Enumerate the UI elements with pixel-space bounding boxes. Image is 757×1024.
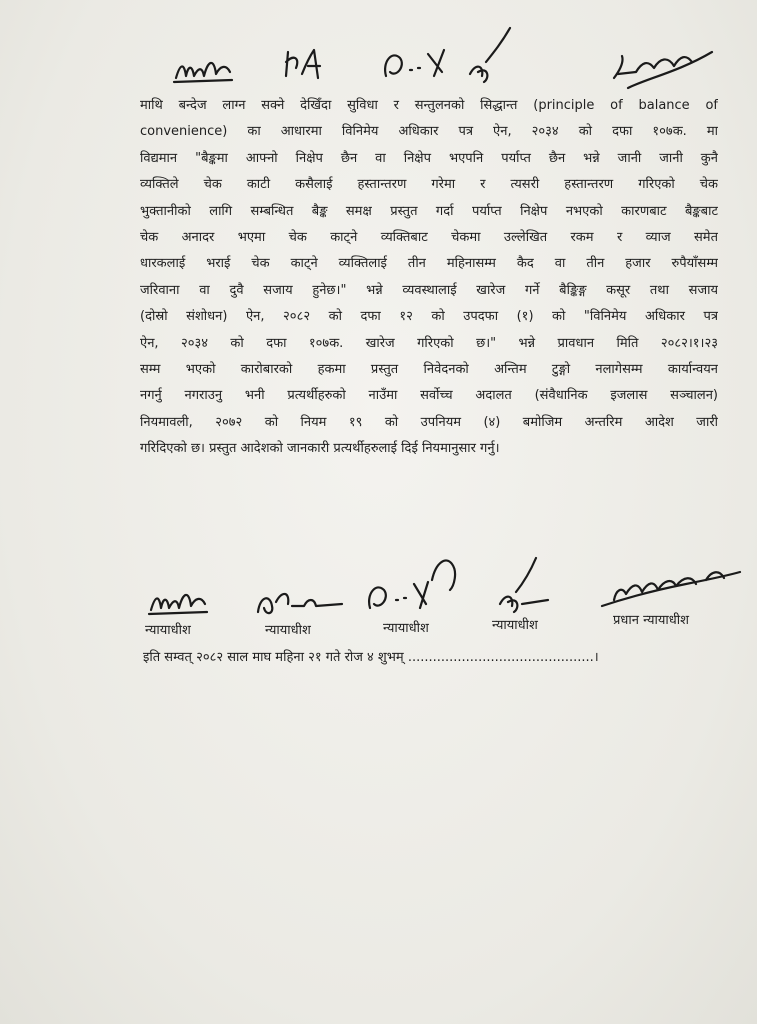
signatory-title: न्यायाधीश — [265, 623, 311, 638]
chief-justice-signature — [596, 562, 746, 614]
body-line: ऐन, २०३४ को दफा १०७क. खारेज गरिएको छ।" भन्ने प्रावधान मिति २०८२।१।२३ — [140, 335, 718, 351]
body-line: विद्यमान "बैङ्कमा आफ्नो निक्षेप छैन वा निक्षेप भएपनि पर्याप्त छैन भन्ने जानी जानी कुनै — [140, 150, 718, 166]
signatory-title: न्यायाधीश — [492, 618, 538, 633]
body-line: नगर्नु नगराउनु भनी प्रत्यर्थीहरुको नाउँमा सर्वोच्च अदालत (संवैधानिक इजलास सञ्चालन) — [140, 388, 718, 404]
top-signature-4 — [466, 22, 522, 88]
body-line: चेक अनादर भएमा चेक काट्ने व्यक्तिबाट चेकमा उल्लेखित रकम र व्याज समेत — [140, 229, 718, 245]
body-line: माथि बन्देज लाग्न सक्ने देखिँदा सुविधा र सन्तुलनको सिद्धान्त (principle of balance of — [140, 98, 718, 113]
order-body — [140, 93, 718, 462]
judge-signature-3 — [362, 550, 472, 622]
signatory-title: न्यायाधीश — [145, 623, 191, 638]
body-line: नियमावली, २०७२ को नियम १९ को उपनियम (४) बमोजिम अन्तरिम आदेश जारी — [140, 414, 718, 430]
body-line: व्यक्तिले चेक काटी कसैलाई हस्तान्तरण गरेमा र त्यसरी हस्तान्तरण गरिएको चेक — [140, 177, 718, 193]
body-line: सम्म भएको कारोबारको हकमा प्रस्तुत निवेदनको अन्तिम टुङ्गो नलागेसम्म कार्यान्वयन — [140, 361, 718, 377]
judge-signature-1 — [145, 584, 215, 622]
judge-signature-4 — [494, 554, 554, 618]
top-signature-3 — [378, 32, 458, 88]
body-line: जरिवाना वा दुवै सजाय हुनेछ।" भन्ने व्यवस्थालाई खारेज गर्ने बैङ्किङ्ग कसूर तथा सजाय — [140, 282, 718, 298]
body-line: धारकलाई भराई चेक काट्ने व्यक्तिलाई तीन महिनासम्म कैद वा तीन हजार रुपैयाँसम्म — [140, 256, 718, 272]
body-line: (दोस्रो संशोधन) ऐन, २०८२ को दफा १२ को उपदफा (१) को "विनिमेय अधिकार पत्र — [140, 309, 718, 325]
top-signature-1 — [170, 52, 240, 90]
body-line: गरिदिएको छ। प्रस्तुत आदेशको जानकारी प्रत्यर्थीहरुलाई दिई नियमानुसार गर्नु। — [140, 441, 500, 457]
closing-date-line: इति सम्वत् २०८२ साल माघ महिना २१ गते रोज ४ शुभम् .............................................। — [143, 650, 599, 665]
top-signature-2 — [278, 44, 328, 86]
signatory-title: प्रधान न्यायाधीश — [613, 613, 689, 628]
body-line: convenience) का आधारमा विनिमेय अधिकार पत्र ऐन, २०३४ को दफा १०७क. मा — [140, 124, 718, 140]
judge-signature-2 — [252, 584, 348, 624]
signatory-title: न्यायाधीश — [383, 621, 429, 636]
top-signature-5 — [608, 32, 718, 92]
body-line: भुक्तानीको लागि सम्बन्धित बैङ्क समक्ष प्रस्तुत गर्दा पर्याप्त निक्षेप नभएको कारणबाट बैङ्कबाट — [140, 203, 718, 219]
